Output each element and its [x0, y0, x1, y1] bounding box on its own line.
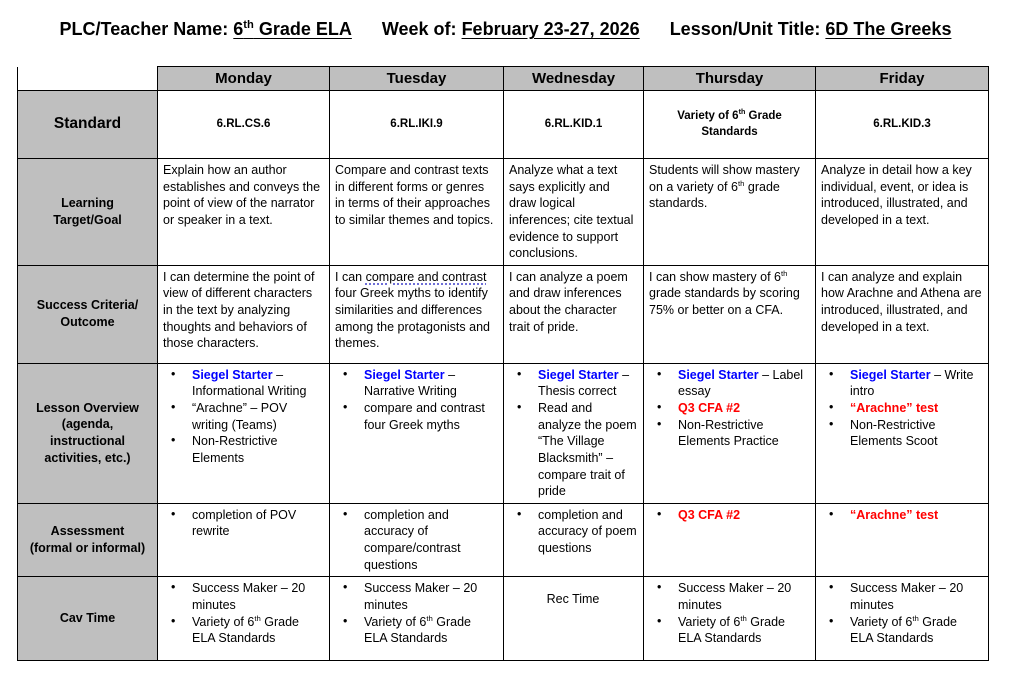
bullet-list	[509, 367, 637, 500]
text-run: “Arachne” test	[850, 507, 939, 522]
superscript-th: th	[912, 613, 919, 623]
text-run: Grade ELA Standards	[678, 614, 785, 646]
superscript-th: th	[781, 268, 788, 278]
superscript-th: th	[740, 613, 747, 623]
text-run: I can analyze and explain how Arachne and Athena are introduced, illustrated, and developed in a text.	[821, 269, 982, 334]
cell-learning-target-monday	[158, 159, 330, 266]
text-run: 6	[233, 19, 244, 39]
cell-assessment-tuesday	[330, 503, 504, 577]
bullet-list	[163, 507, 323, 540]
bullet-item	[163, 614, 323, 647]
bullet-list	[649, 580, 809, 647]
row-label-success-criteria: Success Criteria/ Outcome	[18, 265, 158, 363]
cell-cav-time-tuesday	[330, 577, 504, 661]
table-row-lesson-overview	[18, 363, 989, 503]
text-run: compare and contrast four Greek myths	[364, 401, 485, 432]
lesson-plan-table	[17, 66, 989, 661]
bullet-item	[509, 507, 637, 557]
bullet-list	[821, 580, 982, 647]
bullet-item	[509, 400, 637, 500]
cell-lesson-overview-tuesday	[330, 363, 504, 503]
bullet-item	[335, 580, 497, 613]
text-run: Q3 CFA #2	[678, 401, 741, 415]
bullet-item	[163, 433, 323, 466]
text-run: 6.RL.KID.1	[544, 117, 603, 130]
superscript-th: th	[254, 613, 261, 623]
bullet-item	[649, 580, 809, 613]
bullet-list	[163, 580, 323, 647]
text-run: compare and contrast	[365, 269, 487, 284]
superscript-th: th	[738, 108, 746, 117]
bullet-list	[821, 507, 982, 524]
cell-lesson-overview-wednesday	[504, 363, 644, 503]
text-run: – Informational Writing	[192, 367, 307, 399]
cell-assessment-monday	[158, 503, 330, 577]
text-run: Variety of 6	[677, 109, 739, 122]
bullet-item	[821, 367, 982, 400]
bullet-item	[163, 400, 323, 433]
bullet-item	[821, 507, 982, 524]
bullet-list	[649, 507, 809, 524]
cell-cav-time-thursday	[644, 577, 816, 661]
superscript-th: th	[426, 613, 433, 623]
text-run: I can show mastery of 6	[649, 269, 782, 284]
text-run: Siegel Starter	[850, 367, 931, 382]
cell-standard-monday	[158, 91, 330, 159]
bullet-item	[821, 400, 982, 417]
day-header-friday: Friday	[816, 67, 989, 91]
bullet-item	[649, 507, 809, 524]
text-run: I can	[335, 269, 366, 284]
table-row-standard	[18, 91, 989, 159]
cell-cav-time-friday	[816, 577, 989, 661]
text-run: grade standards by scoring 75% or better on a CFA.	[649, 286, 800, 317]
text-run: four Greek myths to identify similarities and differences among the protagonists and themes.	[335, 286, 490, 351]
week-of-label: Week of:	[381, 19, 457, 39]
text-run: Explain how an author establishes and conveys the point of view of the narrator or speaker in a text.	[163, 163, 321, 227]
text-run: “Arachne” test	[850, 401, 939, 415]
cell-lesson-overview-friday	[816, 363, 989, 503]
text-run: Non-Restrictive Elements Practice	[678, 417, 779, 449]
field-week-of	[382, 16, 640, 42]
cell-learning-target-friday	[816, 159, 989, 266]
text-run: Variety of 6	[364, 614, 427, 629]
text-run: 6.RL.CS.6	[216, 117, 271, 130]
bullet-item	[163, 580, 323, 613]
superscript-th: th	[243, 19, 254, 31]
cell-learning-target-tuesday	[330, 159, 504, 266]
text-run: Success Maker – 20 minutes	[850, 581, 964, 612]
text-run: Grade ELA Standards	[850, 614, 957, 646]
text-run: Siegel Starter	[364, 367, 445, 382]
bullet-item	[821, 580, 982, 613]
document-title	[0, 16, 1011, 42]
cell-standard-tuesday	[330, 91, 504, 159]
cell-cav-time-wednesday	[504, 577, 644, 661]
cell-assessment-thursday	[644, 503, 816, 577]
field-teacher-name	[60, 16, 352, 42]
text-run: Variety of 6	[850, 614, 913, 629]
text-run: Grade ELA Standards	[364, 614, 471, 646]
bullet-item	[649, 367, 809, 400]
text-run: Students will show mastery on a variety of 6	[649, 163, 800, 194]
cell-lesson-overview-thursday	[644, 363, 816, 503]
text-run: Grade Standards	[701, 109, 782, 138]
lesson-unit-title-label: Lesson/Unit Title:	[669, 19, 821, 39]
text-run: – Label essay	[678, 367, 804, 399]
text-run: I can determine the point of view of different characters in the text by analyzing thoughts and behaviors of those characters.	[163, 269, 315, 351]
text-run: completion and accuracy of poem questions	[538, 507, 637, 555]
bullet-list	[509, 507, 637, 557]
text-run: Compare and contrast texts in different forms or genres in terms of their approaches to similar themes and topics.	[335, 163, 494, 227]
text-run: 6.RL.KID.3	[873, 117, 931, 130]
row-label-lesson-overview: Lesson Overview (agenda, instructional activities, etc.)	[18, 363, 158, 503]
bullet-item	[335, 367, 497, 400]
bullet-list	[821, 367, 982, 450]
text-run: Siegel Starter	[678, 367, 759, 382]
cell-success-criteria-thursday	[644, 265, 816, 363]
row-label-learning-target: Learning Target/Goal	[18, 159, 158, 266]
superscript-th: th	[737, 178, 745, 188]
text-run: Rec Time	[546, 592, 600, 607]
bullet-item	[335, 507, 497, 574]
text-run: I can analyze a poem and draw inferences about the character trait of pride.	[509, 269, 628, 334]
text-run: completion of POV rewrite	[192, 507, 297, 539]
cell-learning-target-wednesday	[504, 159, 644, 266]
cell-learning-target-thursday	[644, 159, 816, 266]
row-label-standard: Standard	[18, 91, 158, 159]
day-header-monday: Monday	[158, 67, 330, 91]
row-label-assessment: Assessment (formal or informal)	[18, 503, 158, 577]
cell-standard-friday	[816, 91, 989, 159]
text-run: Grade ELA Standards	[192, 614, 299, 646]
corner-cell	[18, 67, 158, 91]
bullet-list	[163, 367, 323, 467]
cell-standard-wednesday	[504, 91, 644, 159]
bullet-item	[649, 417, 809, 450]
week-of-value: February 23-27, 2026	[461, 19, 640, 39]
cell-success-criteria-friday	[816, 265, 989, 363]
text-run: Siegel Starter	[538, 367, 619, 382]
cell-success-criteria-tuesday	[330, 265, 504, 363]
text-run: – Thesis correct	[538, 367, 630, 399]
text-run: Siegel Starter	[192, 367, 273, 382]
table-row-learning-target	[18, 159, 989, 266]
text-run: Non-Restrictive Elements Scoot	[850, 417, 938, 449]
cell-cav-time-monday	[158, 577, 330, 661]
bullet-list	[649, 367, 809, 450]
day-header-thursday: Thursday	[644, 67, 816, 91]
table-row-assessment	[18, 503, 989, 577]
lesson-unit-title-value: 6D The Greeks	[825, 19, 952, 39]
bullet-item	[335, 400, 497, 433]
teacher-name-label: PLC/Teacher Name:	[59, 19, 229, 39]
text-run: Read and analyze the poem “The Village Blacksmith” – compare trait of pride	[538, 401, 637, 499]
bullet-item	[649, 614, 809, 647]
text-run: Q3 CFA #2	[678, 507, 741, 522]
bullet-item	[821, 614, 982, 647]
cell-lesson-overview-monday	[158, 363, 330, 503]
bullet-list	[335, 580, 497, 647]
teacher-name-value	[233, 19, 352, 39]
table-row-success-criteria	[18, 265, 989, 363]
text-run: “Arachne” – POV writing (Teams)	[192, 401, 288, 432]
text-run: Success Maker – 20 minutes	[364, 581, 478, 612]
day-header-wednesday: Wednesday	[504, 67, 644, 91]
cell-assessment-friday	[816, 503, 989, 577]
text-run: – Narrative Writing	[364, 367, 457, 399]
text-run: Analyze in detail how a key individual, event, or idea is introduced, illustrated, and developed in a text.	[821, 163, 972, 227]
text-run: grade standards.	[649, 179, 780, 211]
text-run: Grade ELA	[253, 19, 352, 39]
bullet-item	[821, 417, 982, 450]
text-run: Non-Restrictive Elements	[192, 434, 278, 465]
bullet-item	[335, 614, 497, 647]
text-run: 6.RL.IKI.9	[390, 117, 443, 130]
bullet-list	[335, 367, 497, 434]
bullet-list	[335, 507, 497, 574]
cell-success-criteria-monday	[158, 265, 330, 363]
text-run: Analyze what a text says explicitly and draw logical inferences; cite textual evidence to support conclusions.	[509, 163, 634, 261]
table-row-cav-time	[18, 577, 989, 661]
bullet-item	[509, 367, 637, 400]
bullet-item	[163, 507, 323, 540]
cell-assessment-wednesday	[504, 503, 644, 577]
cell-standard-thursday	[644, 91, 816, 159]
cell-success-criteria-wednesday	[504, 265, 644, 363]
text-run: completion and accuracy of compare/contrast questions	[364, 507, 461, 572]
text-run: Success Maker – 20 minutes	[678, 581, 792, 612]
text-run: Success Maker – 20 minutes	[192, 581, 306, 612]
text-run: Variety of 6	[192, 614, 255, 629]
text-run: – Write intro	[850, 367, 974, 399]
bullet-item	[163, 367, 323, 400]
day-header-row	[18, 67, 989, 91]
bullet-item	[649, 400, 809, 417]
text-run: Variety of 6	[678, 614, 741, 629]
field-lesson-unit-title	[670, 16, 952, 42]
day-header-tuesday: Tuesday	[330, 67, 504, 91]
row-label-cav-time: Cav Time	[18, 577, 158, 661]
